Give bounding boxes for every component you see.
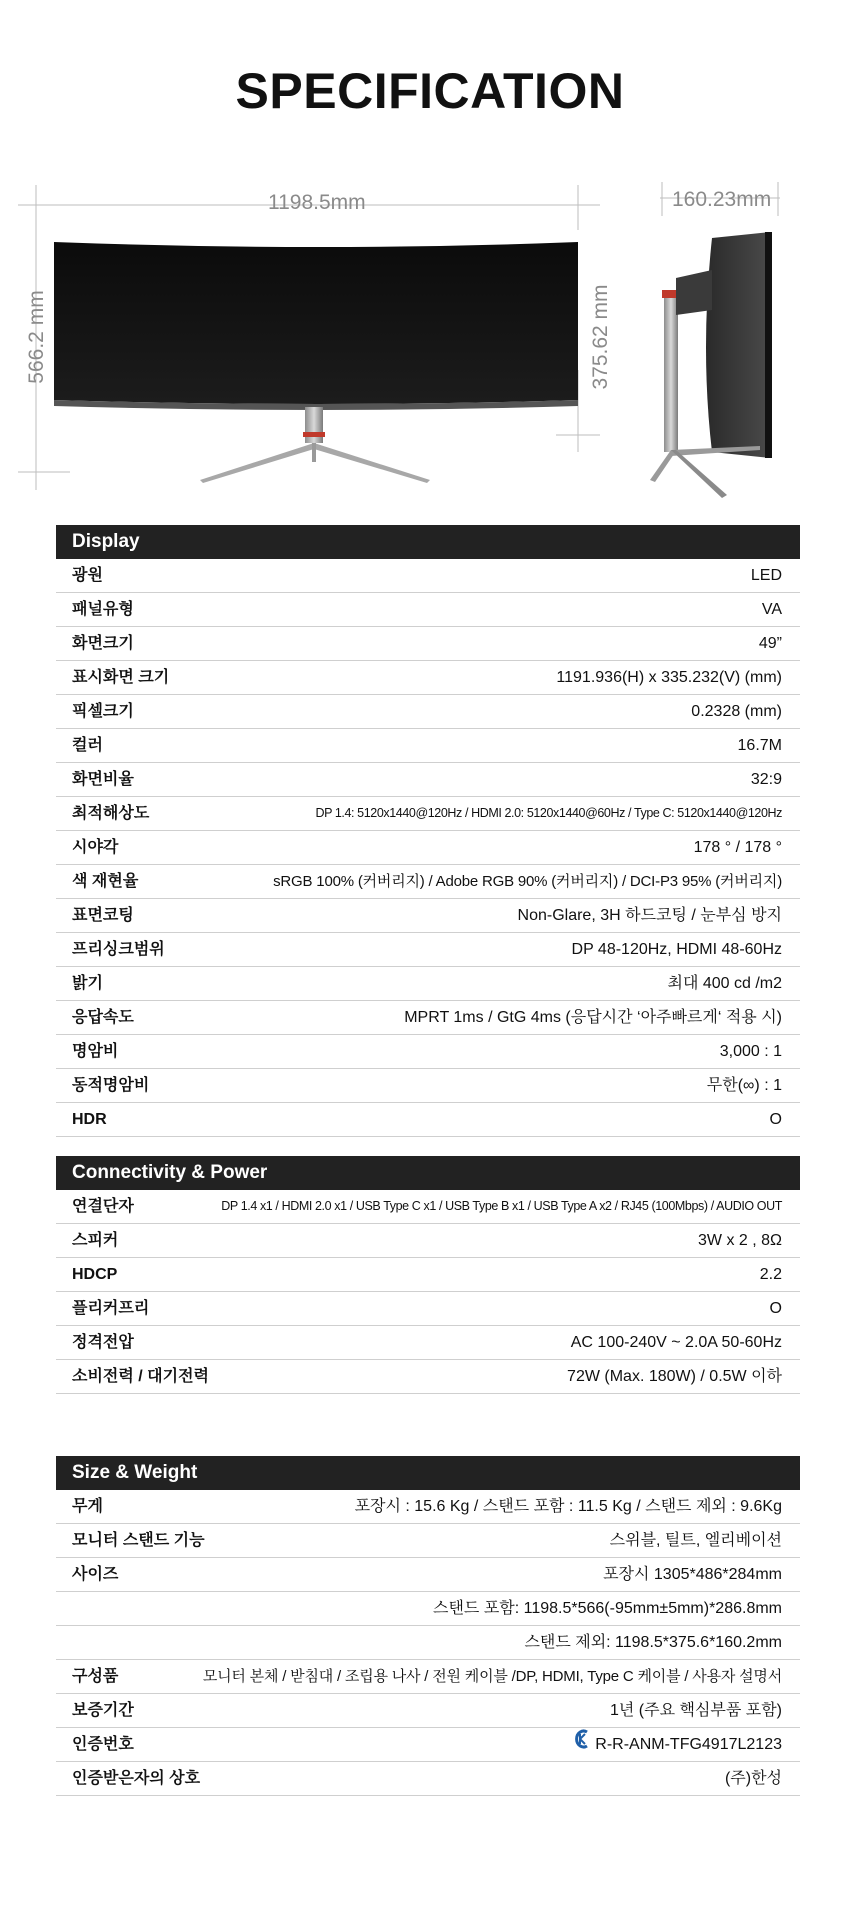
spec-row — [56, 797, 800, 831]
spec-row — [56, 763, 800, 797]
screen-height-dimension-label: 375.62 mm — [589, 284, 612, 390]
height-dimension-label: 566.2 mm — [25, 290, 48, 384]
spec-row — [56, 899, 800, 933]
spec-row — [56, 1592, 800, 1626]
spec-row — [56, 1001, 800, 1035]
spec-label: 정격전압 — [72, 1334, 134, 1351]
spec-value: 최대 400 cd /m2 — [667, 975, 782, 992]
spec-label: 컬러 — [72, 737, 103, 754]
spec-row — [56, 1762, 800, 1796]
spec-value: 72W (Max. 180W) / 0.5W 이하 — [567, 1368, 782, 1385]
kc-certification-icon — [574, 1728, 590, 1761]
monitor-dimension-diagram — [0, 160, 860, 510]
spec-row — [56, 831, 800, 865]
spec-row — [56, 1292, 800, 1326]
page-title: SPECIFICATION — [235, 63, 625, 119]
spec-value: 모니터 본체 / 받침대 / 조립용 나사 / 전원 케이블 /DP, HDMI, Type C 케이블 / 사용자 설명서 — [202, 1668, 782, 1685]
spec-row — [56, 559, 800, 593]
spec-row — [56, 1258, 800, 1292]
spec-label: 광원 — [72, 567, 103, 584]
spec-value: (주)한성 — [724, 1770, 782, 1787]
spec-label: 응답속도 — [72, 1009, 134, 1026]
spec-label: 인증번호 — [72, 1736, 134, 1753]
spec-row — [56, 1694, 800, 1728]
spec-label: HDR — [72, 1111, 107, 1128]
spec-value: sRGB 100% (커버리지) / Adobe RGB 90% (커버리지) / DCI-P3 95% (커버리지) — [273, 873, 782, 890]
spec-label: 소비전력 / 대기전력 — [72, 1368, 209, 1385]
spec-row — [56, 593, 800, 627]
size-weight-spec-section — [56, 1456, 800, 1796]
spec-value: 스탠드 포함: 1198.5*566(-95mm±5mm)*286.8mm — [433, 1600, 782, 1617]
spec-label: 색 재현율 — [72, 873, 139, 890]
spec-row — [56, 1069, 800, 1103]
spec-value: 무한(∞) : 1 — [706, 1077, 782, 1094]
spec-row — [56, 661, 800, 695]
spec-value: 스위블, 틸트, 엘리베이션 — [609, 1532, 782, 1549]
spec-value: 포장시 1305*486*284mm — [603, 1566, 782, 1583]
spec-label: 명암비 — [72, 1043, 119, 1060]
spec-row — [56, 967, 800, 1001]
spec-value: 3,000 : 1 — [719, 1043, 782, 1060]
spec-row — [56, 1103, 800, 1137]
spec-value: O — [769, 1300, 782, 1317]
spec-label: 보증기간 — [72, 1702, 134, 1719]
spec-value: 스탠드 제외: 1198.5*375.6*160.2mm — [524, 1634, 782, 1651]
spec-label: 프리싱크범위 — [72, 941, 165, 958]
spec-value: LED — [750, 567, 782, 584]
spec-value — [574, 1728, 782, 1761]
spec-value: 178 ° / 178 ° — [693, 839, 782, 856]
connectivity-spec-section — [56, 1156, 800, 1394]
spec-label: 패널유형 — [72, 601, 134, 618]
spec-label: 모니터 스탠드 기능 — [72, 1532, 205, 1549]
certification-number: R-R-ANM-TFG4917L2123 — [595, 1736, 782, 1753]
spec-value: Non-Glare, 3H 하드코팅 / 눈부심 방지 — [517, 907, 782, 924]
spec-value: 1191.936(H) x 335.232(V) (mm) — [556, 669, 782, 686]
spec-label: 구성품 — [72, 1668, 119, 1685]
spec-label: 플리커프리 — [72, 1300, 150, 1317]
spec-value: 2.2 — [759, 1266, 782, 1283]
spec-label: 화면크기 — [72, 635, 134, 652]
spec-label: 인증받은자의 상호 — [72, 1770, 201, 1787]
spec-label: 사이즈 — [72, 1566, 119, 1583]
spec-row — [56, 1490, 800, 1524]
spec-label: 연결단자 — [72, 1198, 134, 1215]
spec-row — [56, 1660, 800, 1694]
monitor-illustration — [0, 160, 860, 510]
spec-value: 1년 (주요 핵심부품 포함) — [610, 1702, 782, 1719]
spec-value: VA — [761, 601, 782, 618]
spec-value: 16.7M — [737, 737, 782, 754]
spec-row — [56, 1360, 800, 1394]
spec-row — [56, 1728, 800, 1762]
spec-row — [56, 933, 800, 967]
spec-label: 시야각 — [72, 839, 119, 856]
spec-label: 화면비율 — [72, 771, 134, 788]
spec-label: 스피커 — [72, 1232, 119, 1249]
spec-row — [56, 1326, 800, 1360]
spec-label: 표면코팅 — [72, 907, 134, 924]
spec-row — [56, 1524, 800, 1558]
display-spec-section — [56, 525, 800, 1137]
spec-label: 표시화면 크기 — [72, 669, 170, 686]
spec-row — [56, 695, 800, 729]
spec-label: 최적해상도 — [72, 805, 150, 822]
spec-value: 3W x 2 , 8Ω — [698, 1232, 782, 1249]
spec-label: 동적명암비 — [72, 1077, 150, 1094]
spec-value: DP 48-120Hz, HDMI 48-60Hz — [571, 941, 782, 958]
width-dimension-label: 1198.5mm — [268, 191, 366, 214]
connectivity-section-header: Connectivity & Power — [56, 1156, 800, 1190]
depth-dimension-label: 160.23mm — [672, 188, 772, 211]
spec-value: O — [769, 1111, 782, 1128]
spec-value: 49” — [758, 635, 782, 652]
spec-row — [56, 627, 800, 661]
spec-label: 밝기 — [72, 975, 103, 992]
spec-row — [56, 1626, 800, 1660]
spec-value: DP 1.4: 5120x1440@120Hz / HDMI 2.0: 5120x1440@60Hz / Type C: 5120x1440@120Hz — [315, 806, 782, 820]
size-weight-section-header: Size & Weight — [56, 1456, 800, 1490]
display-section-header: Display — [56, 525, 800, 559]
spec-row — [56, 1035, 800, 1069]
spec-row — [56, 1224, 800, 1258]
spec-row — [56, 729, 800, 763]
spec-value: MPRT 1ms / GtG 4ms (응답시간 ‘아주빠르게‘ 적용 시) — [404, 1009, 782, 1026]
spec-value: 32:9 — [750, 771, 782, 788]
spec-value: AC 100-240V ~ 2.0A 50-60Hz — [570, 1334, 782, 1351]
spec-row — [56, 1558, 800, 1592]
spec-row — [56, 1190, 800, 1224]
spec-value: 0.2328 (mm) — [691, 703, 782, 720]
spec-label: 픽셀크기 — [72, 703, 134, 720]
spec-label: HDCP — [72, 1266, 118, 1283]
spec-value: 포장시 : 15.6 Kg / 스탠드 포함 : 11.5 Kg / 스탠드 제외 : 9.6Kg — [354, 1498, 782, 1515]
spec-label: 무게 — [72, 1498, 103, 1515]
spec-value: DP 1.4 x1 / HDMI 2.0 x1 / USB Type C x1 / USB Type B x1 / USB Type A x2 / RJ45 (100Mbps) / AUDIO OUT — [221, 1199, 782, 1213]
spec-row — [56, 865, 800, 899]
